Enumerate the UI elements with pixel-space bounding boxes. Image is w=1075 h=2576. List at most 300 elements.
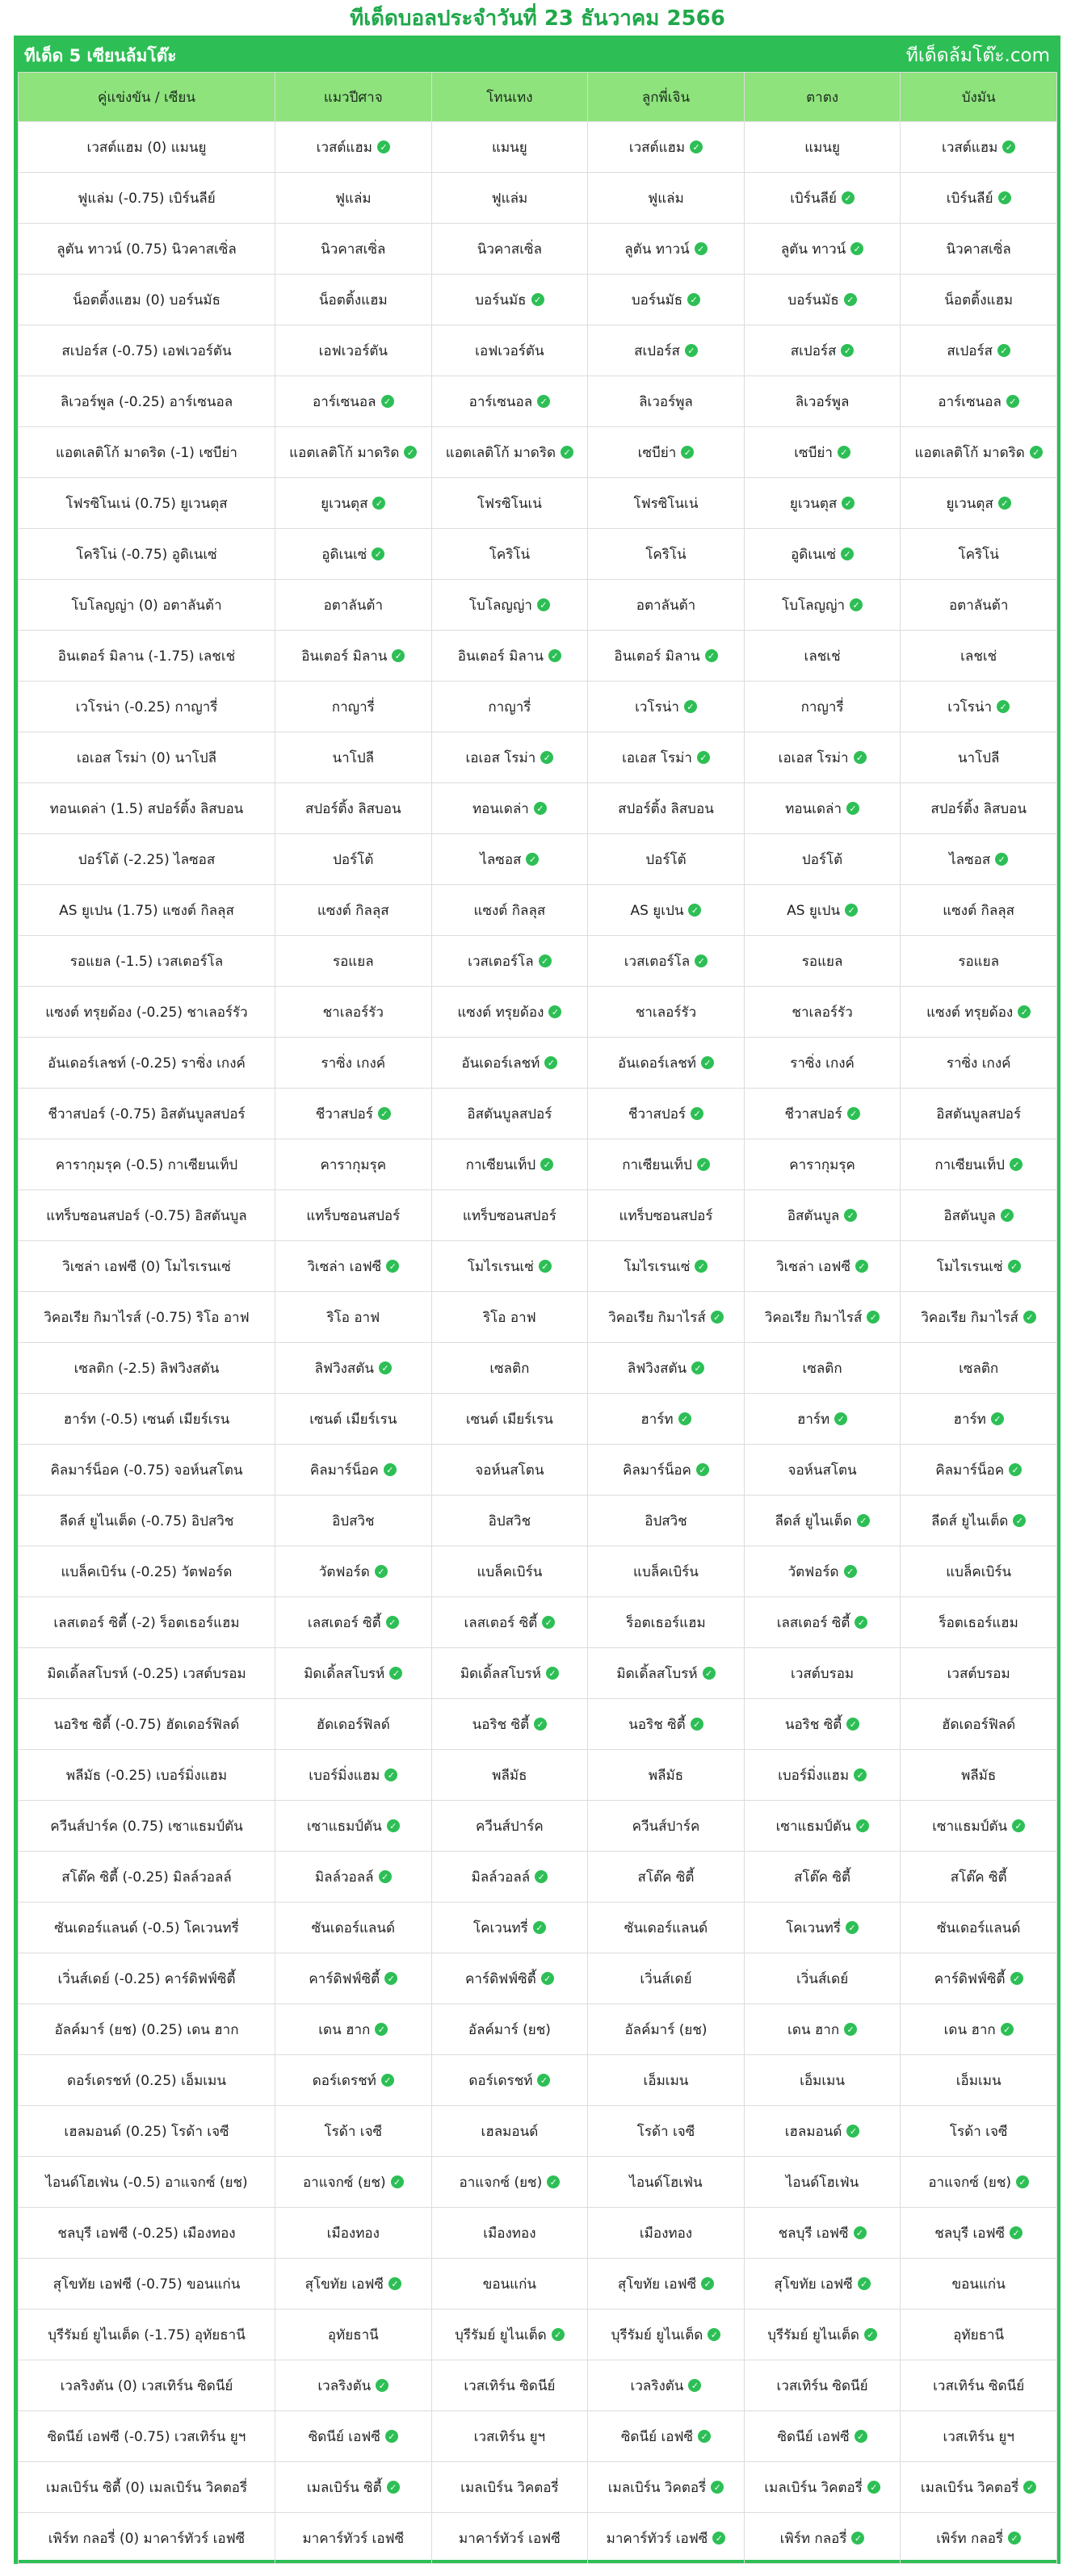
table-row (19, 1546, 1057, 1597)
pick-team: โรด้า เจซี (949, 2123, 1008, 2140)
pick (466, 1408, 553, 1430)
pick-team: กาเซียนเท็ป (465, 1156, 536, 1173)
pick (943, 1205, 1013, 1227)
pick (312, 1917, 395, 1939)
pick-cell (431, 1445, 588, 1496)
pick-cell (901, 936, 1057, 987)
pick-cell (275, 1190, 432, 1241)
check-circle-icon: ✓ (1013, 1514, 1026, 1527)
pick-team: วิคอเรีย กิมาไรส์ (921, 1309, 1018, 1326)
match-cell: แซงต์ ทรุยด้อง (-0.25) ชาเลอร์รัว (19, 987, 275, 1038)
pick (619, 1205, 713, 1227)
pick (949, 849, 1008, 871)
pick (305, 798, 401, 820)
pick-cell (431, 1903, 588, 1953)
pick-cell (431, 122, 588, 173)
pick-team: อิสตันบูลสปอร์ (936, 1105, 1022, 1122)
pick (316, 1103, 391, 1125)
pick-team: เอ็มเมน (955, 2072, 1002, 2089)
pick (489, 1357, 529, 1379)
pick-team: รอแยล (801, 953, 843, 970)
pick (457, 1001, 561, 1023)
pick-cell (744, 1699, 901, 1750)
check-circle-icon: ✓ (1023, 1311, 1036, 1324)
pick (302, 2528, 404, 2549)
pick (321, 238, 385, 260)
pick (633, 1561, 699, 1583)
check-circle-icon: ✓ (845, 904, 858, 917)
pick-cell (744, 1597, 901, 1648)
pick (942, 1714, 1015, 1735)
pick-team: วิคอเรีย กิมาไรส์ (608, 1309, 706, 1326)
pick-cell (588, 1699, 745, 1750)
pick-team: น็อตติ้งแฮม (944, 292, 1014, 308)
table-row (19, 325, 1057, 376)
pick-team: ปอร์โต้ (801, 851, 843, 868)
pick-cell (275, 732, 432, 783)
pick-cell (275, 1292, 432, 1343)
pick (921, 1307, 1036, 1328)
match-cell: วิคอเรีย กิมาไรส์ (-0.75) ริโอ อาฟ (19, 1292, 275, 1343)
pick (790, 493, 855, 514)
table-row (19, 2004, 1057, 2055)
pick-cell (901, 376, 1057, 427)
check-circle-icon: ✓ (688, 2379, 701, 2392)
match-cell: ทอนเดล่า (1.5) สปอร์ติ้ง ลิสบอน (19, 783, 275, 834)
pick-cell (901, 1648, 1057, 1699)
pick-team: แทร็บซอนสปอร์ (619, 1207, 713, 1224)
pick-team: ชาเลอร์รัว (792, 1004, 853, 1021)
pick (631, 2375, 702, 2397)
pick (475, 1459, 544, 1481)
pick-team: กาญารี่ (800, 699, 844, 715)
pick (317, 1714, 390, 1735)
pick (321, 1052, 385, 1074)
pick (608, 2477, 724, 2498)
match-cell: สโต๊ค ซิตี้ (-0.25) มิลล์วอลล์ (19, 1852, 275, 1903)
pick-cell (588, 2004, 745, 2055)
table-row (19, 1699, 1057, 1750)
pick-cell (901, 1801, 1057, 1852)
pick-cell (275, 1139, 432, 1190)
check-circle-icon: ✓ (1010, 2226, 1023, 2239)
pick-team: ชีวาสปอร์ (315, 1105, 373, 1122)
pick (469, 391, 550, 413)
pick (636, 594, 695, 616)
pick (455, 2324, 565, 2346)
pick-cell (901, 1241, 1057, 1292)
pick-cell (431, 1241, 588, 1292)
pick-cell (744, 2310, 901, 2360)
check-circle-icon: ✓ (855, 2430, 867, 2443)
column-header-tipster: ตาตง (744, 73, 901, 122)
check-circle-icon: ✓ (850, 242, 863, 255)
pick-team: เวสต์บรอม (947, 1665, 1010, 1682)
check-circle-icon: ✓ (1018, 1005, 1031, 1018)
pick-team: อิสตันบูล (787, 1207, 840, 1224)
check-circle-icon: ✓ (1010, 1158, 1023, 1171)
pick-cell (431, 885, 588, 936)
pick-cell (744, 1292, 901, 1343)
pick-cell (901, 1089, 1057, 1139)
pick-team: เบิร์นลีย์ (790, 190, 837, 207)
pick-team: เวโรน่า (635, 699, 679, 715)
pick (321, 493, 385, 514)
pick (645, 849, 686, 871)
pick-cell (744, 2259, 901, 2310)
pick-team: เซนต์ เมียร์เรน (465, 1411, 553, 1428)
pick-team: อาแจกซ์ (ยช) (302, 2174, 386, 2191)
pick-cell (744, 2462, 901, 2513)
pick-cell (744, 173, 901, 224)
check-circle-icon: ✓ (537, 2074, 550, 2087)
pick (309, 1764, 397, 1786)
pick (307, 2477, 400, 2498)
pick-team: อตาลันต้า (323, 597, 383, 614)
pick-team: เซาแธมป์ตัน (775, 1818, 851, 1835)
table-row (19, 631, 1057, 682)
check-circle-icon: ✓ (1002, 141, 1015, 153)
pick-team: นอริช ซิตี้ (628, 1716, 686, 1733)
pick (477, 493, 542, 514)
check-circle-icon: ✓ (389, 1667, 402, 1680)
pick-cell (744, 529, 901, 580)
pick (933, 2375, 1024, 2397)
pick (943, 2426, 1014, 2448)
pick-team: เลสเตอร์ ซิตี้ (776, 1614, 850, 1631)
pick-cell (588, 376, 745, 427)
match-cell: รอแยล (-1.5) เวสเตอร์โล (19, 936, 275, 987)
pick (958, 543, 998, 565)
pick (309, 1968, 397, 1990)
pick-cell (431, 1801, 588, 1852)
pick-cell (588, 2106, 745, 2157)
table-row (19, 427, 1057, 478)
pick (492, 1764, 527, 1786)
pick-team: จอห์นสโตน (787, 1462, 857, 1479)
pick-cell (431, 1852, 588, 1903)
check-circle-icon: ✓ (379, 1361, 392, 1374)
pick-cell (901, 427, 1057, 478)
pick (320, 1154, 386, 1176)
table-row (19, 1953, 1057, 2004)
pick-cell (431, 936, 588, 987)
match-cell: คารากุมรุค (-0.5) กาเซียนเท็ป (19, 1139, 275, 1190)
check-circle-icon: ✓ (537, 395, 550, 408)
pick-cell (275, 2462, 432, 2513)
pick (309, 2426, 398, 2448)
pick-team: เซาแธมป์ตัน (932, 1818, 1008, 1835)
pick-team: ชีวาสปอร์ (628, 1105, 687, 1122)
pick (315, 1866, 392, 1888)
check-circle-icon: ✓ (847, 1107, 860, 1120)
pick-team: อัลค์มาร์ (ยช) (468, 2021, 551, 2038)
table-row (19, 2157, 1057, 2208)
pick-team: ยูเวนตุส (946, 495, 993, 512)
table-row (19, 1038, 1057, 1089)
pick-team: บุรีรัมย์ ยูไนเต็ด (611, 2326, 703, 2343)
match-cell: โคริโน่ (-0.75) อูดิเนเซ่ (19, 529, 275, 580)
pick-team: ขอนแก่น (482, 2276, 537, 2293)
pick-team: แซงต์ กิลลุส (317, 902, 389, 919)
pick-team: น็อตติ้งแฮม (318, 292, 388, 308)
pick (616, 1663, 715, 1684)
pick-team: เวลริงตัน (317, 2377, 372, 2394)
pick (934, 1968, 1023, 1990)
pick (492, 136, 527, 158)
pick-team: ปอร์โต้ (333, 851, 374, 868)
pick (628, 1714, 703, 1735)
check-circle-icon: ✓ (867, 2481, 880, 2494)
pick-team: พลีมัธ (648, 1767, 684, 1784)
pick-team: เมลเบิร์น วิคตอรี่ (920, 2479, 1019, 2496)
pick-team: นิวคาสเซิ่ล (946, 241, 1011, 258)
pick-cell (901, 1394, 1057, 1445)
check-circle-icon: ✓ (387, 2481, 400, 2494)
pick (803, 1357, 842, 1379)
pick (332, 696, 375, 718)
pick-cell (275, 173, 432, 224)
pick-cell (744, 275, 901, 325)
pick-team: แทร็บซอนสปอร์ (306, 1207, 401, 1224)
pick (767, 2324, 877, 2346)
check-circle-icon: ✓ (834, 1412, 847, 1425)
pick-cell (431, 987, 588, 1038)
pick-cell (588, 732, 745, 783)
pick (928, 2171, 1029, 2193)
pick-team: ลิฟวิงสตัน (627, 1360, 687, 1377)
pick-team: เดน ฮาก (787, 2021, 840, 2038)
pick-cell (901, 224, 1057, 275)
pick-team: บุรีรัมย์ ยูไนเต็ด (767, 2326, 859, 2343)
pick-cell (275, 631, 432, 682)
pick-cell (744, 1089, 901, 1139)
pick-cell (901, 478, 1057, 529)
pick-cell (275, 1953, 432, 2004)
pick (787, 2019, 857, 2041)
pick (953, 2324, 1004, 2346)
pick (446, 442, 573, 464)
pick-team: อูดิเนเซ่ (321, 546, 367, 563)
check-circle-icon: ✓ (850, 598, 863, 611)
match-cell: พลีมัธ (-0.25) เบอร์มิ่งแฮม (19, 1750, 275, 1801)
site-brand-link[interactable]: ทีเด็ดล้มโต๊ะ.com (905, 45, 1050, 66)
match-cell: ลิเวอร์พูล (-0.25) อาร์เซนอล (19, 376, 275, 427)
pick-cell (744, 325, 901, 376)
pick (786, 2171, 859, 2193)
check-circle-icon: ✓ (681, 446, 694, 459)
pick-cell (901, 885, 1057, 936)
pick-team: แซงต์ ทรุยด้อง (457, 1004, 544, 1021)
pick (333, 849, 373, 871)
pick-cell (744, 427, 901, 478)
pick (947, 1663, 1010, 1684)
pick (488, 696, 531, 718)
pick (481, 2121, 539, 2142)
pick-team: แบล็คเบิร์น (946, 1563, 1012, 1580)
check-circle-icon: ✓ (544, 1056, 557, 1069)
pick (961, 1764, 996, 1786)
pick-cell (275, 2004, 432, 2055)
pick (629, 136, 703, 158)
pick-team: เวสเทิร์น ยูฯ (473, 2428, 546, 2445)
pick-team: ยูเวนตุส (321, 495, 368, 512)
pick-cell (588, 1953, 745, 2004)
pick (782, 594, 863, 616)
pick-team: รอแยล (958, 953, 1000, 970)
pick (926, 1001, 1031, 1023)
match-cell: อัลค์มาร์ (ยช) (0.25) เดน ฮาก (19, 2004, 275, 2055)
pick-team: กาเซียนเท็ป (622, 1156, 692, 1173)
pick (326, 1307, 380, 1328)
pick (472, 1714, 547, 1735)
pick-team: เบอร์มิ่งแฮม (778, 1767, 850, 1784)
pick-cell (431, 224, 588, 275)
table-row (19, 2259, 1057, 2310)
table-row (19, 1089, 1057, 1139)
pick-cell (744, 1648, 901, 1699)
pick-cell (588, 2208, 745, 2259)
check-circle-icon: ✓ (385, 2430, 398, 2443)
pick-cell (275, 122, 432, 173)
pick-cell (275, 1394, 432, 1445)
pick-team: เอเอส โรม่า (778, 749, 849, 766)
pick-cell (901, 2259, 1057, 2310)
pick-cell (431, 1394, 588, 1445)
pick (313, 2070, 394, 2091)
pick-team: เซนต์ เมียร์เรน (309, 1411, 397, 1428)
pick-cell (744, 1750, 901, 1801)
pick (640, 2222, 692, 2244)
pick-team: วิเซล่า เอฟซี (307, 1258, 382, 1275)
pick-cell (275, 325, 432, 376)
pick-team: อุทัยธานี (327, 2326, 379, 2343)
pick-cell (275, 1597, 432, 1648)
pick-team: สเปอร์ส (790, 342, 837, 359)
pick-team: ลีดส์ ยูไนเต็ด (931, 1512, 1009, 1529)
pick-team: สปอร์ติ้ง ลิสบอน (618, 800, 714, 817)
check-circle-icon: ✓ (708, 2328, 720, 2341)
match-cell: สุโขทัย เอฟซี (-0.75) ขอนแก่น (19, 2259, 275, 2310)
pick-cell (744, 1953, 901, 2004)
pick-cell (588, 1852, 745, 1903)
pick (483, 2273, 536, 2295)
check-circle-icon: ✓ (711, 2481, 724, 2494)
table-row (19, 1241, 1057, 1292)
pick (938, 391, 1018, 413)
pick-cell (901, 1445, 1057, 1496)
pick-cell (588, 885, 745, 936)
check-circle-icon: ✓ (531, 293, 544, 306)
pick (781, 238, 863, 260)
pick-cell (275, 1089, 432, 1139)
pick (949, 594, 1008, 616)
pick-cell (588, 1139, 745, 1190)
pick-team: อตาลันต้า (948, 597, 1009, 614)
pick (645, 1510, 687, 1532)
match-cell: แบล็คเบิร์น (-0.25) วัตฟอร์ด (19, 1546, 275, 1597)
table-row (19, 275, 1057, 325)
pick (328, 2324, 379, 2346)
pick (628, 1357, 704, 1379)
check-circle-icon: ✓ (1008, 2532, 1021, 2545)
pick-team: มิลล์วอลล์ (471, 1869, 531, 1886)
check-circle-icon: ✓ (854, 2226, 867, 2239)
pick-team: เวสต์แฮม (316, 139, 372, 156)
table-row (19, 173, 1057, 224)
pick-cell (588, 2157, 745, 2208)
pick-team: แบล็คเบิร์น (477, 1563, 543, 1580)
pick-cell (431, 2411, 588, 2462)
pick (473, 1917, 546, 1939)
check-circle-icon: ✓ (1001, 1209, 1014, 1222)
check-circle-icon: ✓ (856, 1819, 869, 1832)
match-cell: เวสต์แฮม (0) แมนยู (19, 122, 275, 173)
pick-cell (588, 682, 745, 732)
pick-cell (431, 529, 588, 580)
pick-team: อิปสวิช (488, 1512, 531, 1529)
pick (467, 1103, 552, 1125)
pick (475, 340, 544, 362)
check-circle-icon: ✓ (855, 1616, 867, 1629)
pick-cell (901, 631, 1057, 682)
pick-cell (901, 783, 1057, 834)
check-circle-icon: ✓ (384, 1463, 397, 1476)
pick (633, 493, 698, 514)
check-circle-icon: ✓ (690, 141, 703, 153)
pick-team: อินเตอร์ มิลาน (614, 648, 700, 665)
pick-cell (588, 1648, 745, 1699)
pick-team: คาร์ดิฟฟ์ซิตี้ (465, 1970, 536, 1987)
pick (307, 1815, 400, 1837)
pick-cell (901, 1597, 1057, 1648)
pick-team: มิดเดิ้ลสโบรห์ (460, 1665, 541, 1682)
pick (458, 645, 561, 667)
pick-team: ลีดส์ ยูไนเต็ด (775, 1512, 852, 1529)
pick (947, 238, 1011, 260)
pick (954, 1408, 1004, 1430)
match-cell: น็อตติ้งแฮม (0) บอร์นมัธ (19, 275, 275, 325)
pick (765, 1307, 880, 1328)
pick-team: เพิร์ท กลอรี่ (936, 2530, 1004, 2547)
pick-team: แซงต์ กิลลุส (473, 902, 546, 919)
table-row (19, 1190, 1057, 1241)
pick-team: แอตเลติโก้ มาดริด (445, 444, 556, 461)
pick (796, 391, 850, 413)
check-circle-icon: ✓ (684, 700, 697, 713)
pick-team: ไอนด์โฮเฟ่น (629, 2174, 703, 2191)
pick-team: มิดเดิ้ลสโบรห์ (616, 1665, 698, 1682)
check-circle-icon: ✓ (838, 446, 850, 459)
pick-cell (588, 173, 745, 224)
pick (468, 1256, 552, 1278)
check-circle-icon: ✓ (561, 446, 573, 459)
match-cell: ฮาร์ท (-0.5) เซนต์ เมียร์เรน (19, 1394, 275, 1445)
check-circle-icon: ✓ (846, 1921, 859, 1934)
pick (787, 1205, 857, 1227)
check-circle-icon: ✓ (844, 293, 857, 306)
pick (483, 2222, 535, 2244)
pick-cell (275, 529, 432, 580)
pick-team: สุโขทัย เอฟซี (304, 2276, 384, 2293)
match-cell: แอตเลติโก้ มาดริด (-1) เซบีย่า (19, 427, 275, 478)
pick-team: ราซิ่ง เกงค์ (790, 1055, 855, 1072)
pick (951, 1866, 1007, 1888)
table-row (19, 1343, 1057, 1394)
pick (635, 696, 697, 718)
pick-team: แซงต์ ทรุยด้อง (926, 1004, 1014, 1021)
pick-team: เวิ่นส์เดย์ (796, 1970, 849, 1987)
